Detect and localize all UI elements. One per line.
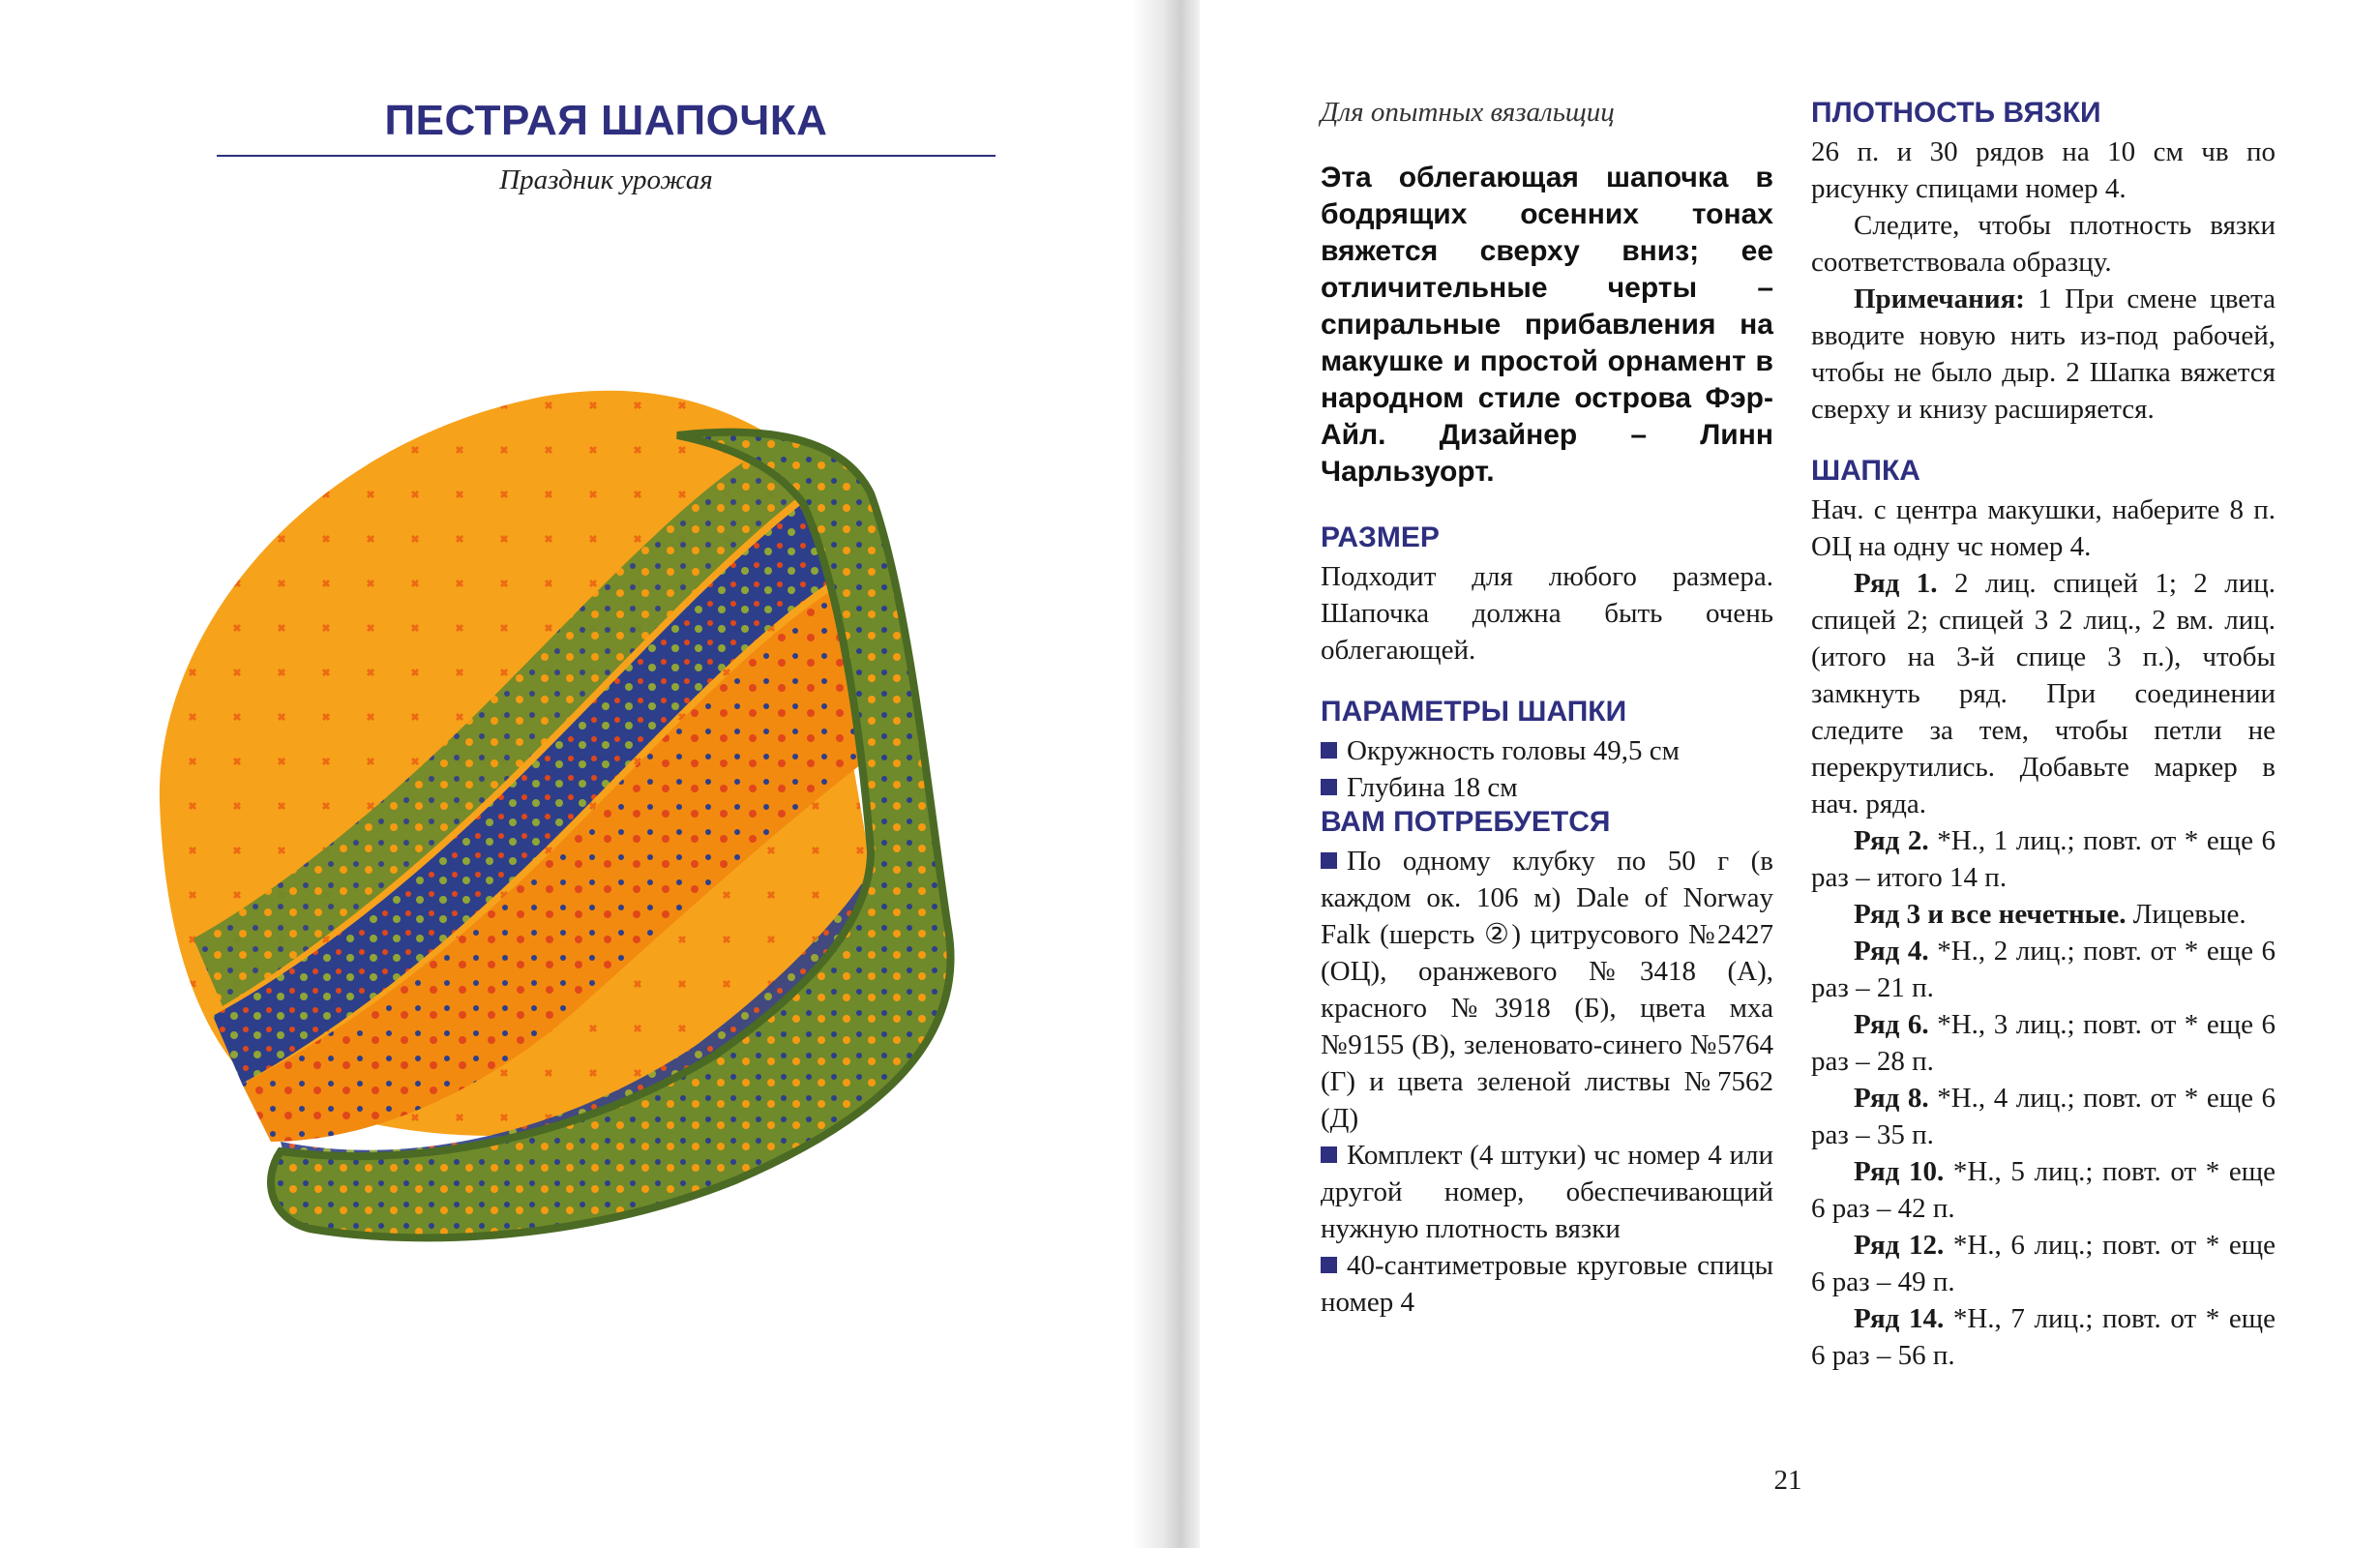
row-label: Ряд 14. — [1854, 1303, 1945, 1334]
row-label: Ряд 12. — [1854, 1230, 1945, 1261]
row-text: *Н., 4 лиц.; повт. от * еще 6 раз – 35 п. — [1811, 1083, 2276, 1150]
params-heading: ПАРАМЕТРЫ ШАПКИ — [1321, 696, 1627, 728]
gauge-note: Следите, чтобы плотность вязки соответствовала образцу. — [1811, 210, 2276, 278]
gauge-heading: ПЛОТНОСТЬ ВЯЗКИ — [1811, 97, 2101, 129]
row-instruction — [1811, 1300, 2276, 1374]
row-label: Ряд 8. — [1854, 1083, 1929, 1114]
row-instruction — [1811, 822, 2276, 896]
params-item: Окружность головы 49,5 см — [1321, 732, 1773, 769]
row-label: Ряд 4. — [1854, 936, 1929, 967]
skill-level-label: Для опытных вязальщиц — [1321, 97, 1615, 128]
materials-item: Комплект (4 штуки) чс номер 4 или другой номер, обеспечивающий нужную плотность вязки — [1321, 1140, 1773, 1244]
row-instruction — [1811, 1080, 2276, 1153]
row-label: Ряд 2. — [1854, 825, 1929, 856]
bullet-square-icon — [1321, 742, 1337, 759]
row-instruction — [1811, 1227, 2276, 1300]
row-label: Ряд 1. — [1854, 568, 1938, 599]
materials-heading: ВАМ ПОТРЕБУЕТСЯ — [1321, 806, 1611, 838]
row-instruction — [1811, 933, 2276, 1006]
row-instruction — [1811, 1006, 2276, 1080]
row-text: *Н., 3 лиц.; повт. от * еще 6 раз – 28 п. — [1811, 1009, 2276, 1077]
row-instruction — [1811, 565, 2276, 822]
bullet-square-icon — [1321, 779, 1337, 795]
title-underline — [217, 155, 996, 157]
notes-paragraph — [1811, 281, 2276, 428]
page-subtitle: Праздник урожая — [499, 164, 713, 195]
size-text: Подходит для любого размера. Шапочка должна быть очень облегающей. — [1321, 561, 1773, 666]
book-gutter — [1132, 0, 1200, 1548]
size-heading: РАЗМЕР — [1321, 521, 1440, 553]
right-page-column-2 — [1811, 97, 2276, 1374]
page-title: ПЕСТРАЯ ШАПОЧКА — [384, 97, 828, 144]
left-page — [0, 0, 1185, 1548]
page-number: 21 — [1773, 1465, 1802, 1496]
row-instruction — [1811, 1153, 2276, 1227]
row-label: Ряд 3 и все нечетные. — [1854, 899, 2127, 930]
notes-text: 1 При смене цвета вводите новую нить из-под рабочей, чтобы не было дыр. 2 Шапка вяжется сверху и книзу расширяется. — [1811, 283, 2276, 425]
bullet-square-icon — [1321, 1257, 1337, 1273]
row-text: *Н., 1 лиц.; повт. от * еще 6 раз – итого 14 п. — [1811, 825, 2276, 893]
knitted-hat-photo — [135, 348, 1093, 1277]
row-text: 2 лиц. спицей 1; 2 лиц. спицей 2; спицей 3 2 лиц., 2 вм. лиц. (итого на 3-й спице 3 п.), чтобы замкнуть ряд. При соединении следите за тем, чтобы петли не перекрутились. Добавьте маркер в нач. ряда. — [1811, 568, 2276, 819]
right-page-column-1 — [1321, 97, 1773, 1321]
row-label: Ряд 10. — [1854, 1156, 1945, 1187]
intro-paragraph: Эта облегающая шапочка в бодрящих осенних тонах вяжется сверху вниз; ее отличительные черты – спиральные прибавления на макушке и простой орнамент в народном стиле острова Фэр-Айл. Дизайнер – Линн Чарльзуорт. — [1321, 162, 1773, 488]
bullet-square-icon — [1321, 1146, 1337, 1163]
row-text: Лицевые. — [2126, 899, 2246, 930]
row-instruction — [1811, 896, 2276, 933]
materials-item: По одному клубку по 50 г (в каждом ок. 106 м) Dale of Norway Falk (шерсть ②) цитрусового №2427 (ОЦ), оранжевого №3418 (А), красного №3918 (Б), цвета мха №9155 (В), зеленовато-синего №5764 (Г) и цвета зеленой листвы №7562 (Д) — [1321, 846, 1773, 1134]
row-text: *Н., 7 лиц.; повт. от * еще 6 раз – 56 п. — [1811, 1303, 2276, 1371]
row-text: *Н., 2 лиц.; повт. от * еще 6 раз – 21 п. — [1811, 936, 2276, 1003]
bullet-square-icon — [1321, 852, 1337, 869]
notes-label: Примечания: — [1854, 283, 2025, 314]
row-label: Ряд 6. — [1854, 1009, 1929, 1040]
row-text: *Н., 6 лиц.; повт. от * еще 6 раз – 49 п. — [1811, 1230, 2276, 1297]
hat-heading: ШАПКА — [1811, 455, 1920, 487]
row-text: *Н., 5 лиц.; повт. от * еще 6 раз – 42 п. — [1811, 1156, 2276, 1224]
params-item: Глубина 18 см — [1321, 769, 1773, 806]
gauge-text: 26 п. и 30 рядов на 10 см чв по рисунку спицами номер 4. — [1811, 136, 2276, 204]
hat-intro: Нач. с центра макушки, наберите 8 п. ОЦ на одну чс номер 4. — [1811, 494, 2276, 562]
materials-item: 40-сантиметровые круговые спицы номер 4 — [1321, 1250, 1773, 1318]
